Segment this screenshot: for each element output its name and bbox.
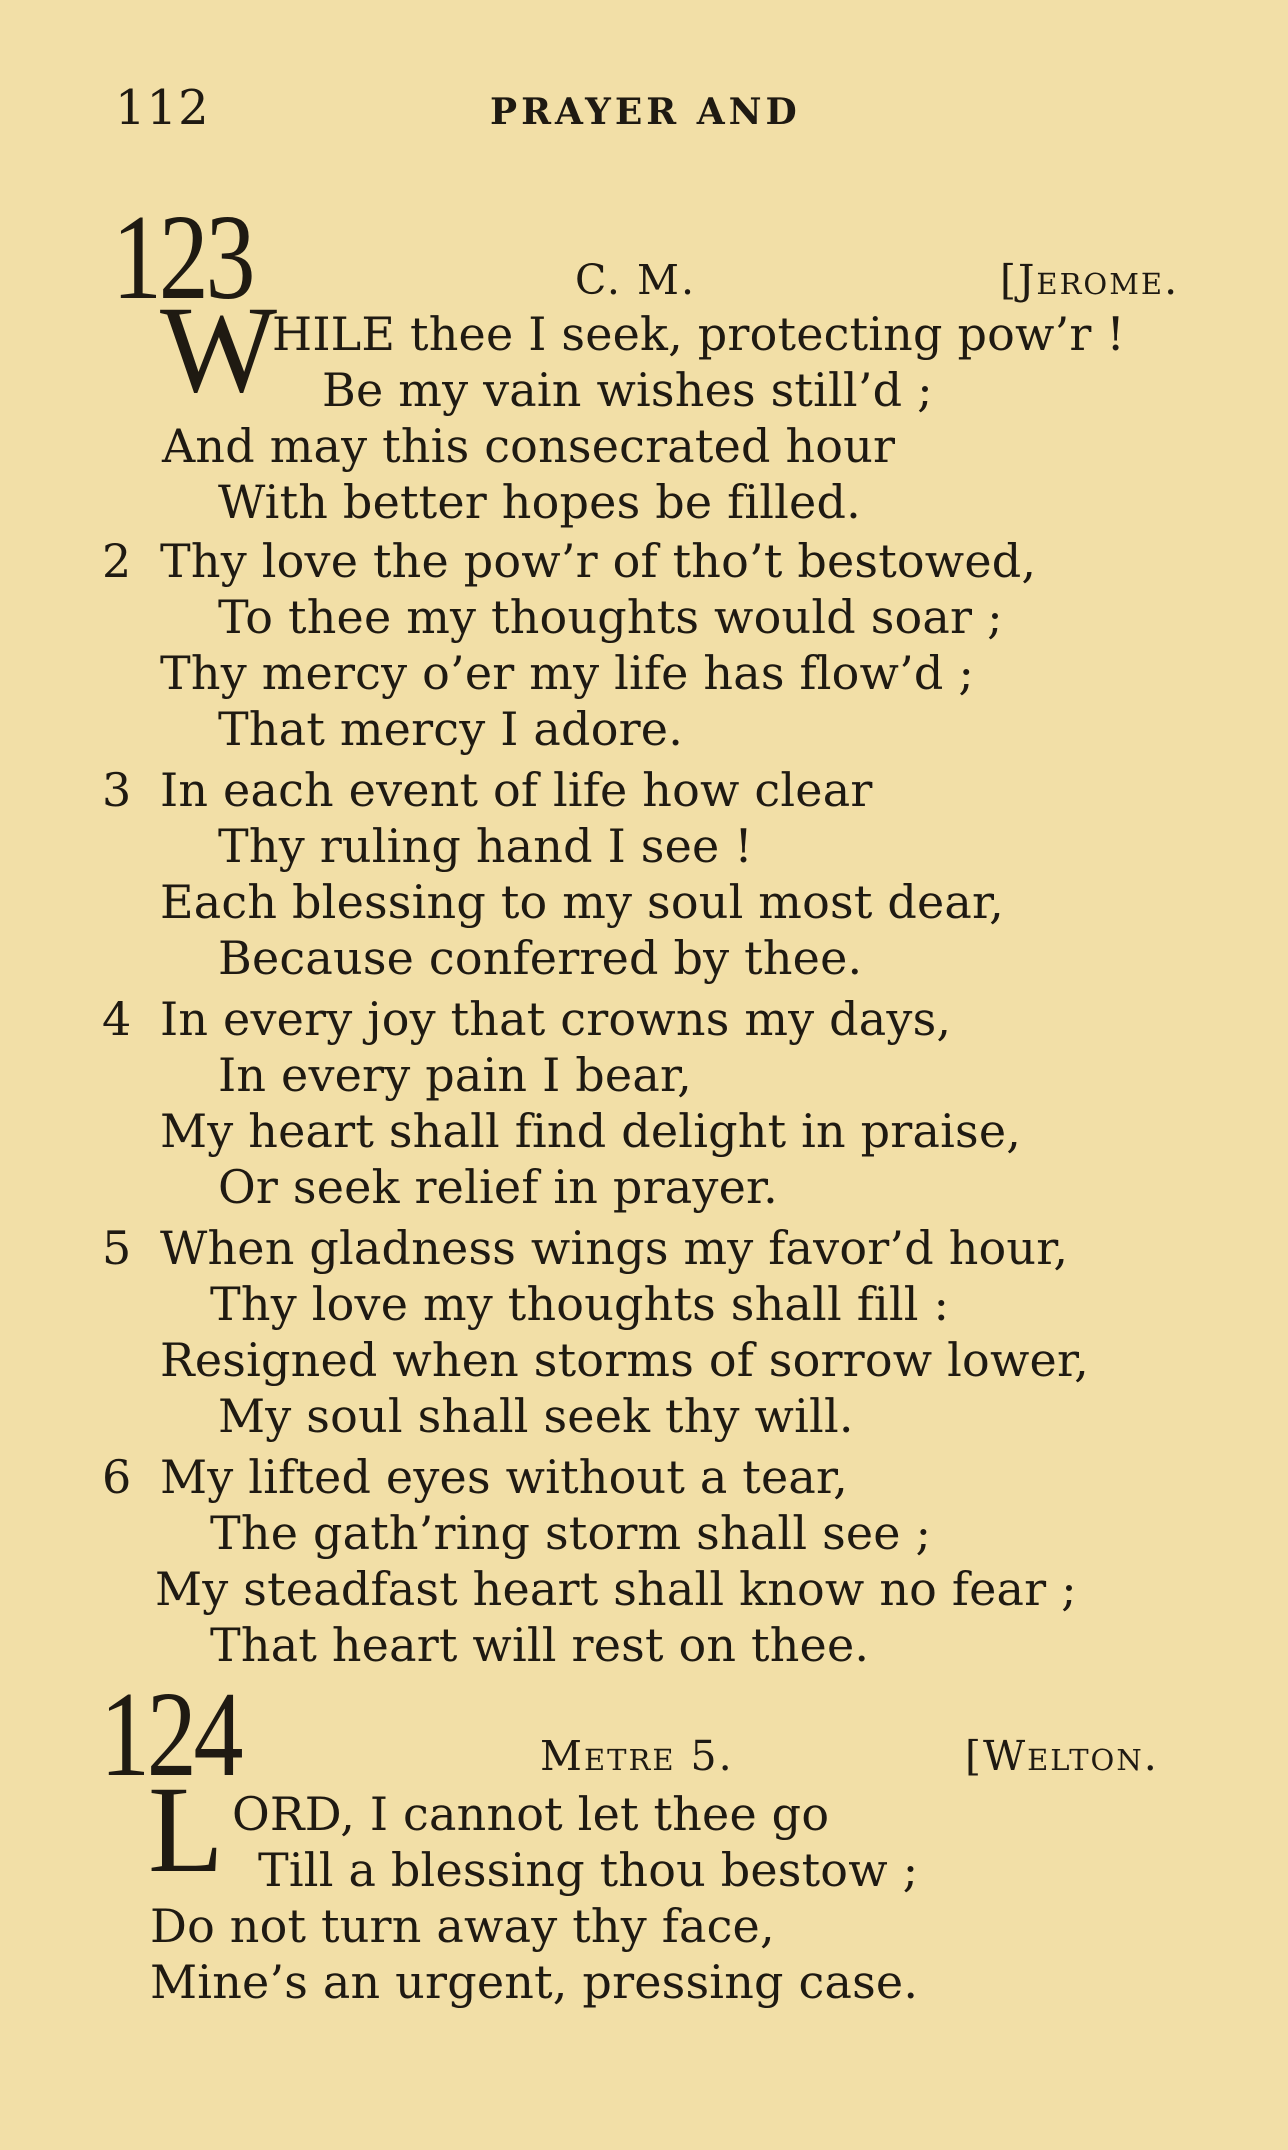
verse-line: Mine’s an urgent, pressing case. — [150, 1955, 919, 2009]
verse-line: And may this consecrated hour — [162, 419, 896, 473]
page-number: 112 — [115, 80, 210, 136]
verse-number: 6 — [102, 1450, 132, 1504]
verse-line: My soul shall seek thy will. — [218, 1389, 854, 1443]
hymn-tune: [Welton. — [965, 1732, 1159, 1780]
verse-line: Or seek relief in prayer. — [218, 1160, 778, 1214]
verse-line: Thy mercy o’er my life has flow’d ; — [160, 646, 975, 700]
hymn-number: 124 — [100, 1667, 241, 1802]
running-title: PRAYER AND — [490, 91, 801, 133]
verse-line: HILE thee I seek, protecting pow’r ! — [272, 307, 1126, 361]
verse-line: Do not turn away thy face, — [150, 1899, 775, 1953]
verse-number: 5 — [102, 1221, 132, 1275]
verse-line: Thy love the pow’r of tho’t bestowed, — [160, 534, 1037, 588]
verse-number: 2 — [102, 534, 132, 588]
verse-line: That heart will rest on thee. — [210, 1618, 870, 1672]
verse-line: In every pain I bear, — [218, 1048, 692, 1102]
verse-line: My lifted eyes without a tear, — [160, 1450, 848, 1504]
hymn-tune: [Jerome. — [1000, 256, 1180, 304]
verse-line: When gladness wings my favor’d hour, — [160, 1221, 1069, 1275]
drop-capital: W — [160, 281, 278, 418]
verse-line: Resigned when storms of sorrow lower, — [160, 1333, 1089, 1387]
verse-line: The gath’ring storm shall see ; — [210, 1506, 932, 1560]
hymn-metre: C. M. — [575, 256, 696, 304]
verse-line: Be my vain wishes still’d ; — [322, 363, 933, 417]
verse-line: With better hopes be filled. — [218, 475, 861, 529]
verse-line: Till a blessing thou bestow ; — [258, 1843, 919, 1897]
verse-line: My steadfast heart shall know no fear ; — [155, 1562, 1077, 1616]
verse-number: 4 — [102, 992, 132, 1046]
verse-line: Because conferred by thee. — [218, 931, 863, 985]
verse-line: My heart shall find delight in praise, — [160, 1104, 1022, 1158]
verse-line: ORD, I cannot let thee go — [232, 1787, 830, 1841]
verse-line: Thy ruling hand I see ! — [218, 819, 753, 873]
verse-line: In each event of life how clear — [160, 763, 873, 817]
hymn-metre: Metre 5. — [540, 1732, 734, 1780]
verse-line: In every joy that crowns my days, — [160, 992, 952, 1046]
verse-line: That mercy I adore. — [218, 702, 684, 756]
verse-line: Each blessing to my soul most dear, — [160, 875, 1004, 929]
hymn-number: 123 — [112, 190, 253, 325]
verse-line: Thy love my thoughts shall fill : — [210, 1277, 950, 1331]
verse-number: 3 — [102, 763, 132, 817]
drop-capital: L — [148, 1761, 224, 1898]
verse-line: To thee my thoughts would soar ; — [218, 590, 1003, 644]
